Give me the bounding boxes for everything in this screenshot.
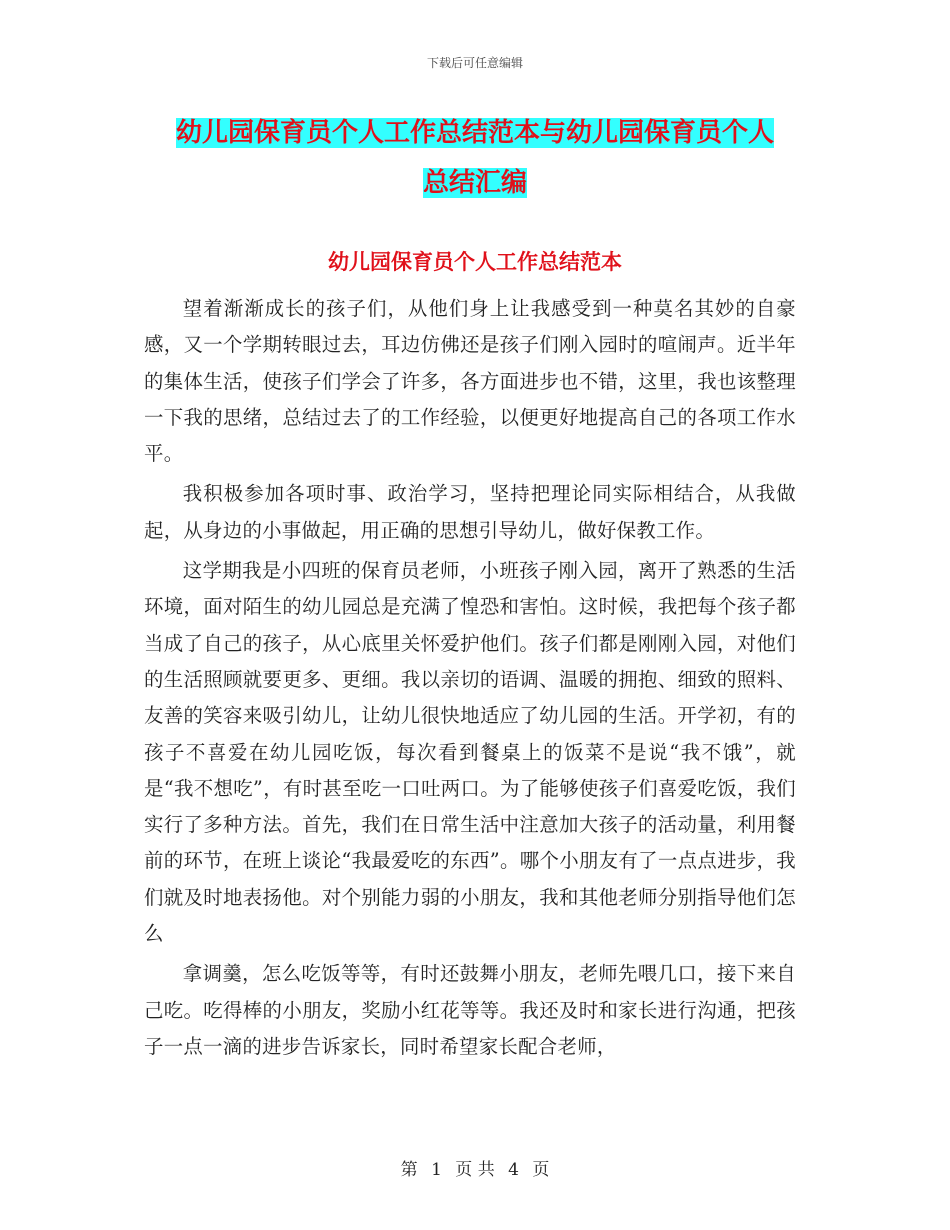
document-title-line-2: 总结汇编 <box>422 168 527 198</box>
section-title: 幼儿园保育员个人工作总结范本 <box>328 250 622 274</box>
body-text <box>144 291 796 1069</box>
footer-page-number: 1 <box>431 1160 442 1180</box>
footer-prefix: 第 <box>400 1160 418 1180</box>
paragraph-4: 拿调羹，怎么吃饭等等，有时还鼓舞小朋友，老师先喂几口，接下来自己吃。吃得棒的小朋友，奖励小红花等等。我还及时和家长进行沟通，把孩子一点一滴的进步告诉家长，同时希望家长配合老师， <box>144 962 796 1058</box>
page-footer <box>0 1155 950 1180</box>
paragraph-1: 望着渐渐成长的孩子们，从他们身上让我感受到一种莫名其妙的自豪感，又一个学期转眼过去，耳边仿佛还是孩子们刚入园时的喧闹声。近半年的集体生活，使孩子们学会了许多，各方面进步也不错，这里，我也该整理一下我的思绪，总结过去了的工作经验，以便更好地提高自己的各项工作水平。 <box>144 297 796 466</box>
paragraph-3: 这学期我是小四班的保育员老师，小班孩子刚入园，离开了熟悉的生活环境，面对陌生的幼儿园总是充满了惶恐和害怕。这时候，我把每个孩子都当成了自己的孩子，从心底里关怀爱护他们。孩子们都是刚刚入园，对他们的生活照顾就要更多、更细。我以亲切的语调、温暖的拥抱、细致的照料、友善的笑容来吸引幼儿，让幼儿很快地适应了幼儿园的生活。开学初，有的孩子不喜爱在幼儿园吃饭，每次看到餐桌上的饭菜不是说“我不饿”，就是“我不想吃”，有时甚至吃一口吐两口。为了能够使孩子们喜爱吃饭，我们实行了多种方法。首先，我们在日常生活中注意加大孩子的活动量，利用餐前的环节，在班上谈论“我最爱吃的东西”。哪个小朋友有了一点点进步，我们就及时地表扬他。对个别能力弱的小朋友，我和其他老师分别指导他们怎么 <box>144 559 796 946</box>
document-title <box>150 108 800 208</box>
footer-middle: 页 共 <box>455 1160 495 1180</box>
header-note: 下载后可任意编辑 <box>426 56 523 70</box>
footer-suffix: 页 <box>532 1160 550 1180</box>
document-title-line-1: 幼儿园保育员个人工作总结范本与幼儿园保育员个人 <box>175 118 774 148</box>
footer-total-pages: 4 <box>508 1160 519 1180</box>
paragraph-2: 我积极参加各项时事、政治学习，坚持把理论同实际相结合，从我做起，从身边的小事做起，用正确的思想引导幼儿，做好保教工作。 <box>144 482 796 542</box>
